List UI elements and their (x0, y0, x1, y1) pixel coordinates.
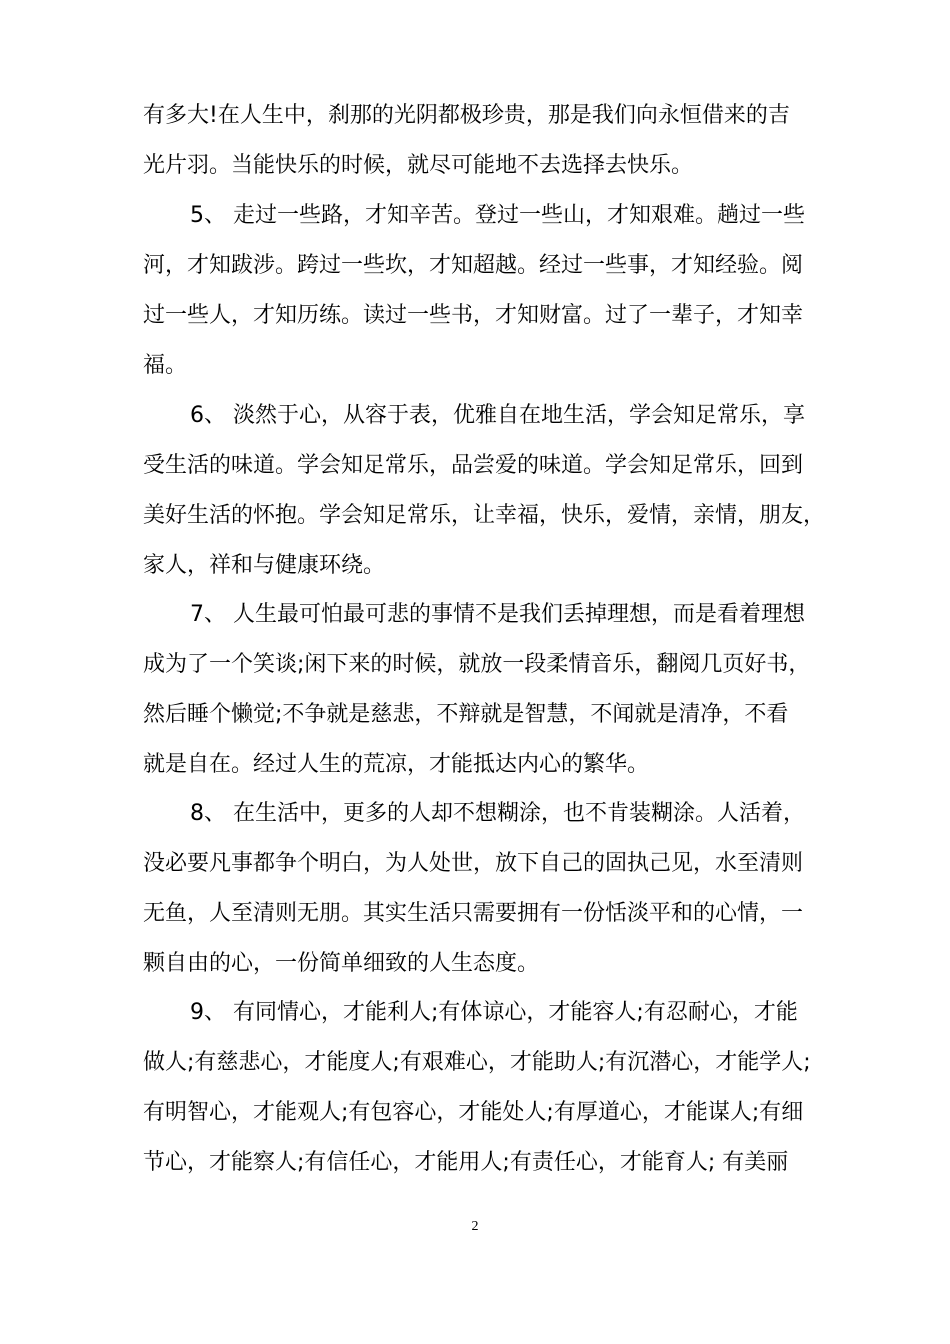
paragraph-6-first-line: 6、 淡然于心，从容于表，优雅自在地生活，学会知足常乐，享 (190, 403, 805, 428)
text-line: 受生活的味道。学会知足常乐，品尝爱的味道。学会知足常乐，回到 (143, 453, 804, 478)
text-line: 美好生活的怀抱。学会知足常乐，让幸福，快乐，爱情，亲情，朋友， (143, 503, 826, 528)
text-line: 无鱼，人至清则无朋。其实生活只需要拥有一份恬淡平和的心情，一 (143, 901, 804, 926)
text-line: 福。 (143, 353, 188, 378)
text-line: 家人，祥和与健康环绕。 (143, 553, 386, 578)
paragraph-5-first-line: 5、 走过一些路，才知辛苦。登过一些山，才知艰难。趟过一些 (190, 203, 805, 228)
paragraph-7-first-line: 7、 人生最可怕最可悲的事情不是我们丢掉理想，而是看着理想 (190, 602, 805, 627)
text-line: 有多大!在人生中，刹那的光阴都极珍贵，那是我们向永恒借来的吉 (143, 103, 790, 128)
text-line: 然后睡个懒觉;不争就是慈悲，不辩就是智慧，不闻就是清净，不看 (143, 702, 789, 727)
text-line: 就是自在。经过人生的荒凉，才能抵达内心的繁华。 (143, 752, 650, 777)
text-line: 过一些人，才知历练。读过一些书，才知财富。过了一辈子，才知幸 (143, 303, 804, 328)
paragraph-8-first-line: 8、 在生活中，更多的人却不想糊涂，也不肯装糊涂。人活着， (190, 801, 805, 826)
text-line: 没必要凡事都争个明白，为人处世，放下自己的固执己见，水至清则 (143, 851, 804, 876)
page-number: 2 (471, 1219, 479, 1234)
text-line: 光片羽。当能快乐的时候，就尽可能地不去选择去快乐。 (143, 153, 694, 178)
text-line: 河，才知跋涉。跨过一些坎，才知超越。经过一些事，才知经验。阅 (143, 253, 804, 278)
paragraph-9-first-line: 9、 有同情心，才能利人;有体谅心，才能容人;有忍耐心，才能 (190, 1000, 798, 1025)
text-line: 有明智心，才能观人;有包容心，才能处人;有厚道心，才能谋人;有细 (143, 1100, 804, 1125)
text-line: 成为了一个笑谈;闲下来的时候，就放一段柔情音乐，翻阅几页好书， (143, 652, 811, 677)
text-line: 颗自由的心，一份简单细致的人生态度。 (143, 951, 540, 976)
text-line: 节心，才能察人;有信任心，才能用人;有责任心，才能育人; 有美丽 (143, 1150, 789, 1175)
text-line: 做人;有慈悲心，才能度人;有艰难心，才能助人;有沉潜心，才能学人; (143, 1050, 811, 1075)
